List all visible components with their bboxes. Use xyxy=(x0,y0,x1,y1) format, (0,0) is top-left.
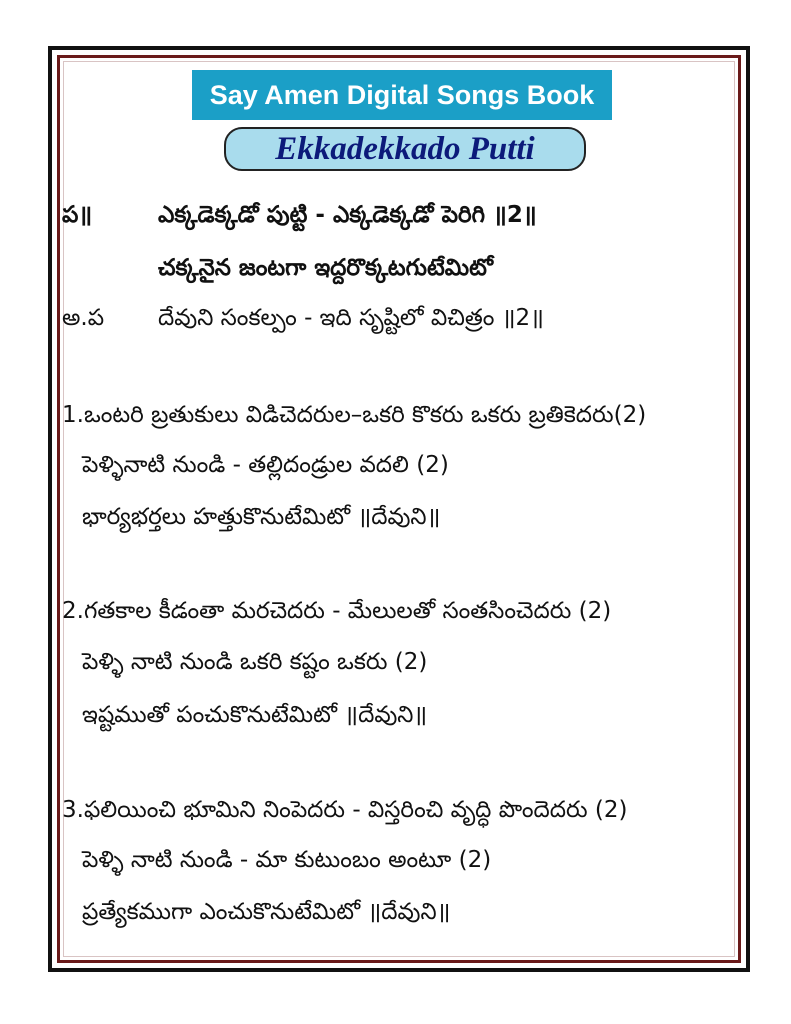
verse-2-line-1: 2.గతకాల కీడంతా మరచెదరు - మేలులతో సంతసించెదరు (2) xyxy=(62,598,612,624)
song-title: Ekkadekkado Putti xyxy=(224,127,586,171)
pallavi-label: ప॥ xyxy=(62,202,93,228)
verse-1-line-2: పెళ్ళినాటి నుండి - తల్లిదండ్రుల వదలి (2) xyxy=(82,452,449,478)
verse-1-line-3: భార్యభర్తలు హత్తుకొనుటేమిటో ॥దేవుని॥ xyxy=(82,504,441,530)
verse-3-line-3: ప్రత్యేకముగా ఎంచుకొనుటేమిటో ॥దేవుని॥ xyxy=(82,899,451,925)
book-banner: Say Amen Digital Songs Book xyxy=(192,70,612,120)
verse-3-line-1: 3.ఫలియించి భూమిని నింపెదరు - విస్తరించి వృద్ధి పొందెదరు (2) xyxy=(62,797,628,823)
verse-3-line-2: పెళ్ళి నాటి నుండి - మా కుటుంబం అంటూ (2) xyxy=(82,847,492,873)
verse-1-line-1: 1.ఒంటరి బ్రతుకులు విడిచెదరుల–ఒకరి కొకరు ఒకరు బ్రతికెదరు(2) xyxy=(62,402,647,428)
anupallavi-line-1: దేవుని సంకల్పం - ఇది సృష్టిలో విచిత్రం ॥2॥ xyxy=(158,305,544,331)
verse-2-line-3: ఇష్టముతో పంచుకొనుటేమిటో ॥దేవుని॥ xyxy=(82,702,428,728)
anupallavi-label: అ.ప xyxy=(62,305,105,331)
pallavi-line-1: ఎక్కడెక్కడో పుట్టి - ఎక్కడెక్కడో పెరిగి ॥2॥ xyxy=(158,202,537,228)
pallavi-line-2: చక్కనైన జంటగా ఇద్దరొక్కటగుటేమిటో xyxy=(158,255,493,281)
verse-2-line-2: పెళ్ళి నాటి నుండి ఒకరి కష్టం ఒకరు (2) xyxy=(82,649,428,675)
